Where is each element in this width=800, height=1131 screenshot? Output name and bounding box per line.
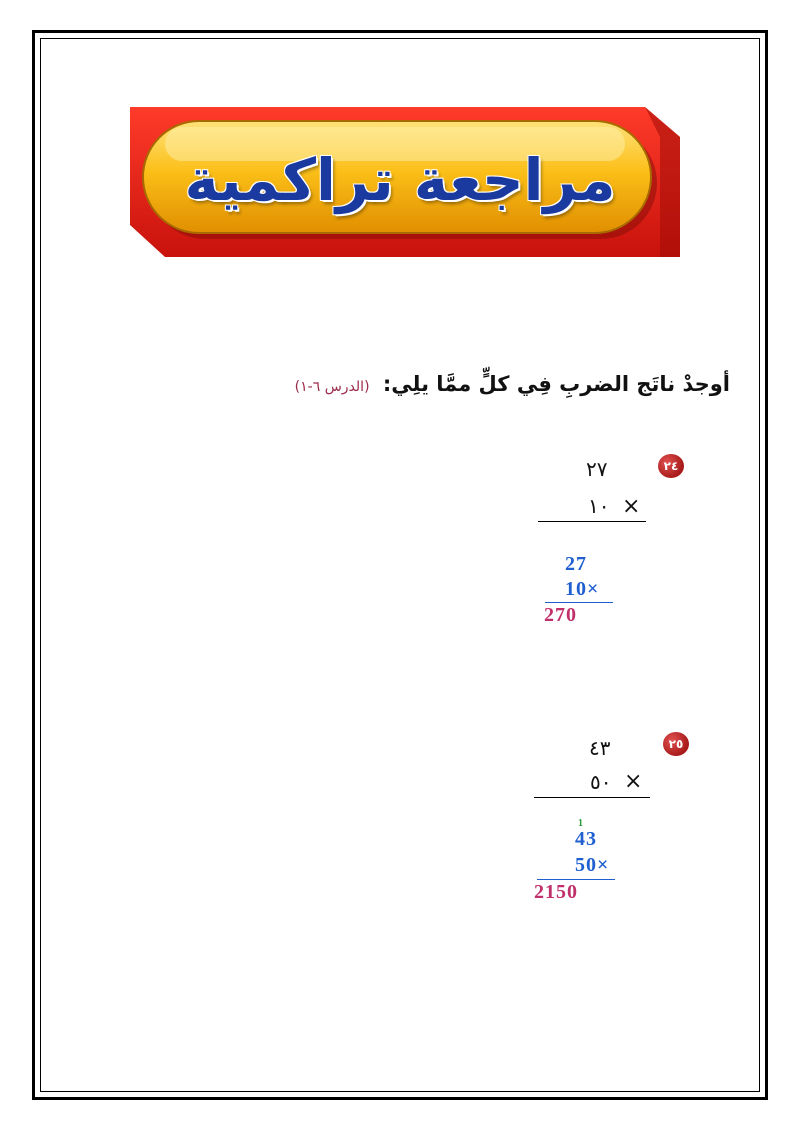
problem-25-top-operand: ٤٣ [589, 736, 611, 760]
solution-25-result: 2150 [534, 881, 578, 903]
problem-25-rule [534, 797, 650, 798]
banner-title: مراجعة تراكمية [184, 146, 616, 214]
problem-24-rule [538, 521, 646, 522]
solution-24-result: 270 [544, 604, 577, 626]
instruction-main: أوجدْ ناتَج الضربِ فِي كلٍّ ممَّا يلِي: [382, 372, 730, 396]
title-banner [125, 107, 685, 257]
solution-25-top: 43 [575, 828, 597, 850]
lesson-reference: (الدرس ٦-١) [294, 379, 370, 395]
problem-25-times-sign: × [624, 769, 643, 794]
solution-25-rule [537, 879, 615, 880]
problem-number-badge: ٢٤ [658, 454, 684, 478]
problem-number-badge: ٢٥ [663, 732, 689, 756]
problem-25-bottom-operand: ٥٠ [590, 770, 612, 794]
problem-24-top-operand: ٢٧ [586, 457, 608, 481]
solution-25-carry: 1 [578, 818, 583, 829]
solution-24-bottom: 10× [565, 578, 600, 600]
solution-25-bottom: 50× [575, 854, 610, 876]
problem-24-times-sign: × [622, 494, 641, 519]
problem-24-bottom-operand: ١٠ [588, 494, 610, 518]
solution-24-rule [545, 602, 613, 603]
solution-24-top: 27 [565, 553, 587, 575]
instruction-text [295, 372, 730, 396]
